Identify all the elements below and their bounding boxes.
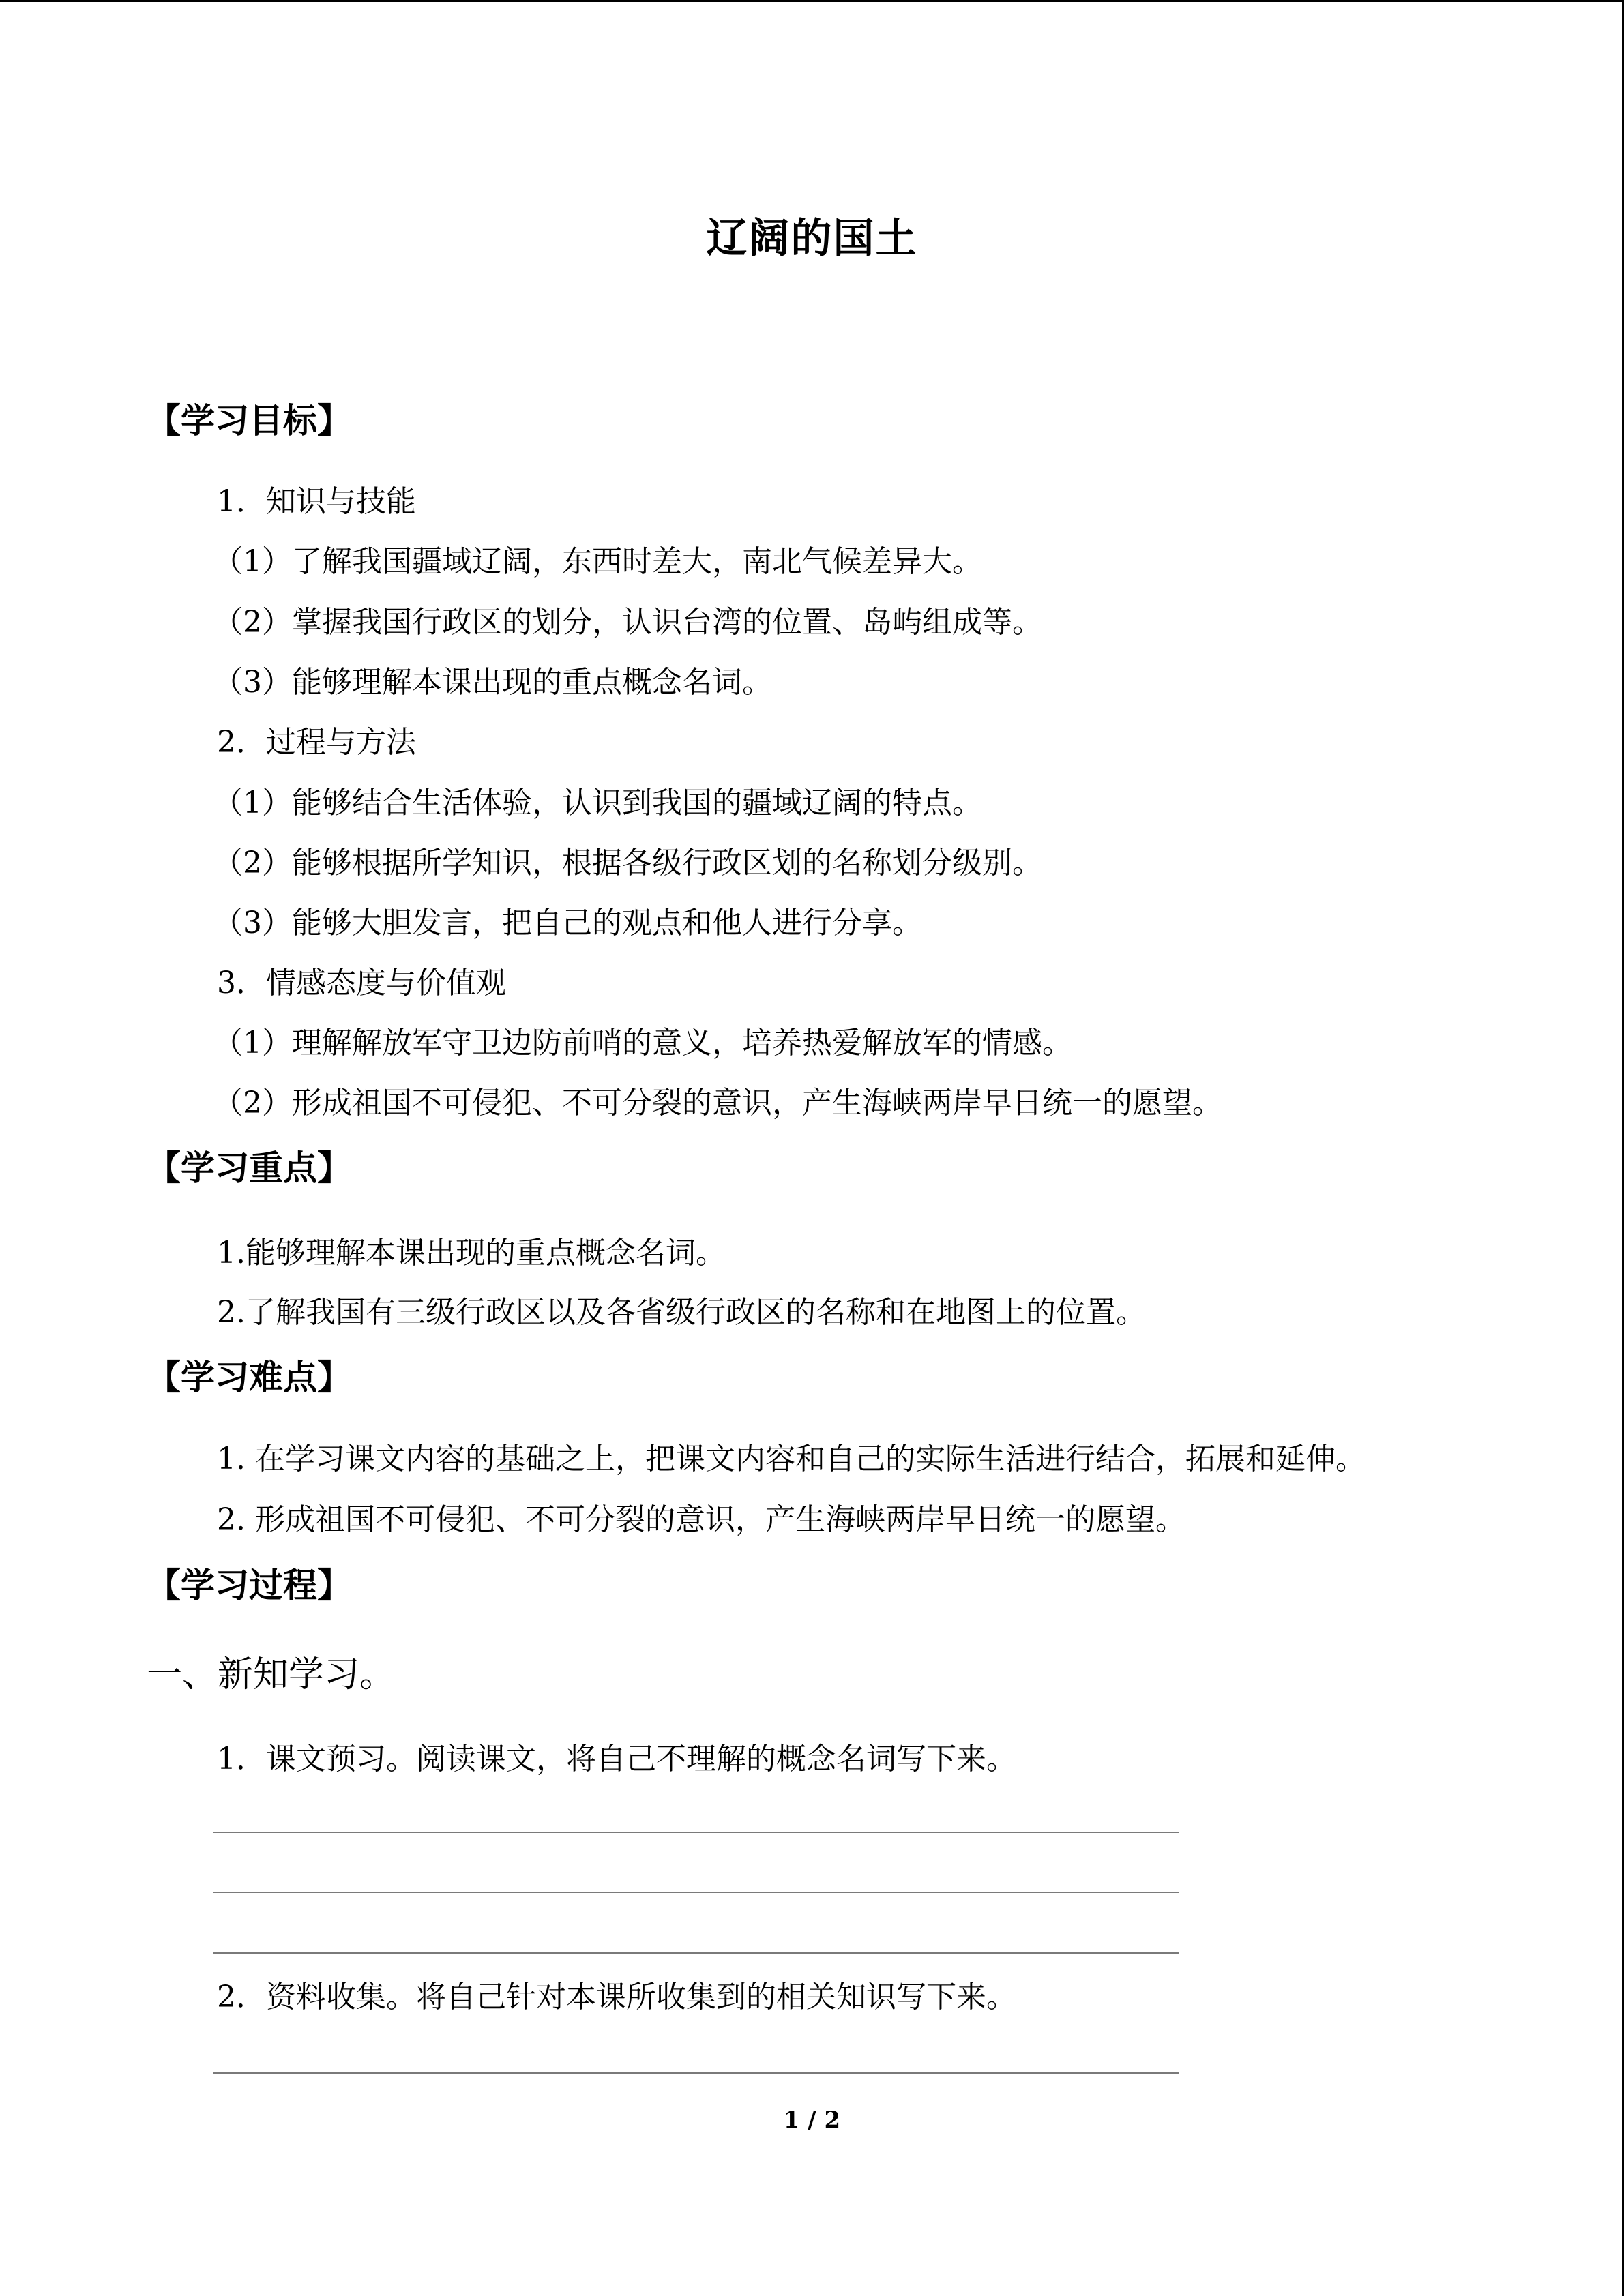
page-number: 1 / 2 (783, 2106, 841, 2134)
answer-line[interactable] (213, 1952, 1179, 1954)
difficulty-line: 2. 形成祖国不可侵犯、不可分裂的意识，产生海峡两岸早日统一的愿望。 (217, 1502, 1185, 1537)
task-preview: 1．课文预习。阅读课文，将自己不理解的概念名词写下来。 (217, 1742, 1016, 1776)
difficulty-line: 1. 在学习课文内容的基础之上，把课文内容和自己的实际生活进行结合，拓展和延伸。 (217, 1442, 1365, 1476)
objective-line: 2．过程与方法 (217, 725, 416, 760)
heading-process: 【学习过程】 (147, 1566, 351, 1605)
objective-line: （2）形成祖国不可侵犯、不可分裂的意识，产生海峡两岸早日统一的愿望。 (213, 1086, 1222, 1120)
key-point-line: 2.了解我国有三级行政区以及各省级行政区的名称和在地图上的位置。 (217, 1295, 1146, 1330)
objective-line: （3）能够理解本课出现的重点概念名词。 (213, 665, 772, 700)
objective-line: （1）能够结合生活体验，认识到我国的疆域辽阔的特点。 (213, 786, 982, 820)
objective-line: 1．知识与技能 (217, 484, 416, 519)
answer-line[interactable] (213, 2072, 1179, 2074)
objective-line: （1）理解解放军守卫边防前哨的意义，培养热爱解放军的情感。 (213, 1026, 1072, 1060)
objective-line: （2）掌握我国行政区的划分，认识台湾的位置、岛屿组成等。 (213, 605, 1042, 640)
heading-key-points: 【学习重点】 (147, 1148, 351, 1188)
answer-line[interactable] (213, 1892, 1179, 1893)
heading-difficulties: 【学习难点】 (147, 1358, 351, 1397)
objective-line: 3．情感态度与价值观 (217, 966, 506, 1000)
objective-line: （2）能够根据所学知识，根据各级行政区划的名称划分级别。 (213, 846, 1042, 880)
heading-objectives: 【学习目标】 (147, 401, 351, 441)
page-border-top (0, 0, 1624, 2)
answer-line[interactable] (213, 1832, 1179, 1833)
document-title: 辽阔的国土 (706, 215, 918, 263)
objective-line: （3）能够大胆发言，把自己的观点和他人进行分享。 (213, 906, 922, 940)
part-title-new-knowledge: 一、新知学习。 (147, 1654, 396, 1695)
task-collect: 2．资料收集。将自己针对本课所收集到的相关知识写下来。 (217, 1980, 1016, 2014)
key-point-line: 1.能够理解本课出现的重点概念名词。 (217, 1236, 726, 1270)
objective-line: （1）了解我国疆域辽阔，东西时差大，南北气候差异大。 (213, 544, 982, 579)
